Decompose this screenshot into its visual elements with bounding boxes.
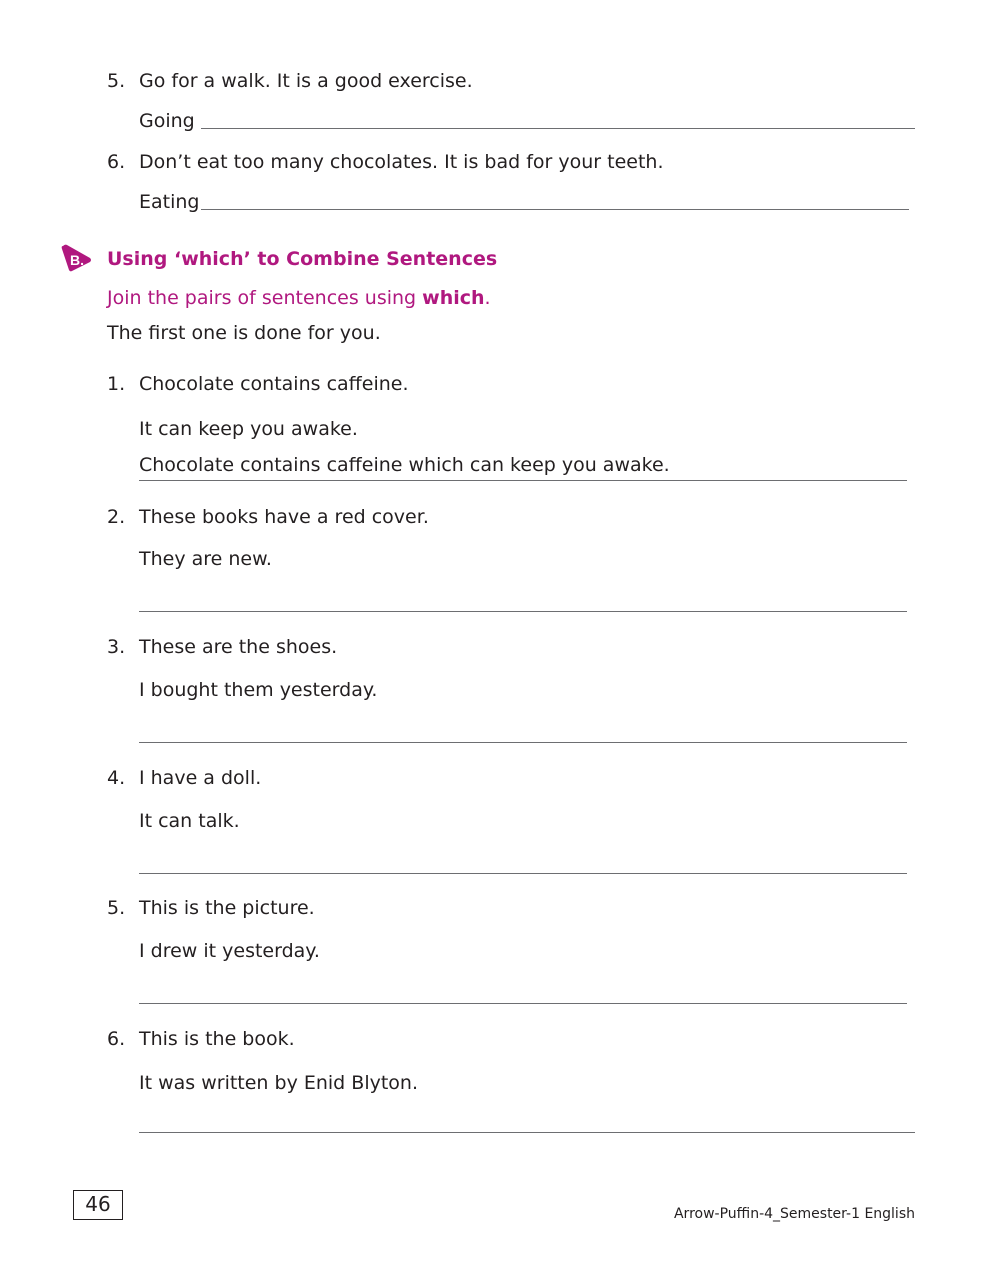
sentence-two: I bought them yesterday. (139, 679, 378, 701)
sentence-two: It can talk. (139, 810, 240, 832)
sentence-one: Chocolate contains caffeine. (139, 373, 409, 395)
answer-line[interactable] (201, 209, 909, 210)
sentence-one: These are the shoes. (139, 636, 338, 658)
section-b-badge (59, 244, 93, 274)
sentence-one: This is the picture. (139, 897, 315, 919)
page-number: 46 (73, 1190, 123, 1220)
instruction (107, 287, 491, 309)
answer-line[interactable] (139, 611, 907, 612)
sentence-one: These books have a red cover. (139, 506, 429, 528)
answer-line[interactable] (139, 742, 907, 743)
item-number: 5. (107, 70, 126, 92)
sentence-one: This is the book. (139, 1028, 295, 1050)
item-number: 6. (107, 151, 126, 173)
answer-starter: Eating (139, 191, 200, 213)
instruction-suffix: . (484, 287, 491, 309)
sentence-one: I have a doll. (139, 767, 262, 789)
answer-line[interactable] (139, 480, 907, 481)
worked-answer: Chocolate contains caffeine which can keep you awake. (139, 454, 670, 476)
item-number: 3. (107, 636, 126, 658)
sentence-two: It was written by Enid Blyton. (139, 1072, 418, 1094)
item-number: 2. (107, 506, 126, 528)
book-title: Arrow-Puffin-4_Semester-1 English (673, 1206, 915, 1222)
exercise-sentence: Don’t eat too many chocolates. It is bad for your teeth. (139, 151, 664, 173)
item-number: 5. (107, 897, 126, 919)
answer-line[interactable] (139, 1003, 907, 1004)
instruction-keyword: which (422, 287, 485, 309)
exercise-sentence: Go for a walk. It is a good exercise. (139, 70, 473, 92)
answer-line[interactable] (201, 128, 915, 129)
answer-line[interactable] (139, 1132, 915, 1133)
sentence-two: I drew it yesterday. (139, 940, 320, 962)
instruction-prefix: Join the pairs of sentences using (107, 287, 423, 309)
section-title: Using ‘which’ to Combine Sentences (107, 248, 498, 270)
sentence-two: They are new. (139, 548, 272, 570)
answer-line[interactable] (139, 873, 907, 874)
instruction-note: The first one is done for you. (107, 322, 381, 344)
badge-letter: B. (70, 252, 84, 268)
item-number: 1. (107, 373, 126, 395)
answer-starter: Going (139, 110, 195, 132)
item-number: 4. (107, 767, 126, 789)
item-number: 6. (107, 1028, 126, 1050)
sentence-two: It can keep you awake. (139, 418, 358, 440)
